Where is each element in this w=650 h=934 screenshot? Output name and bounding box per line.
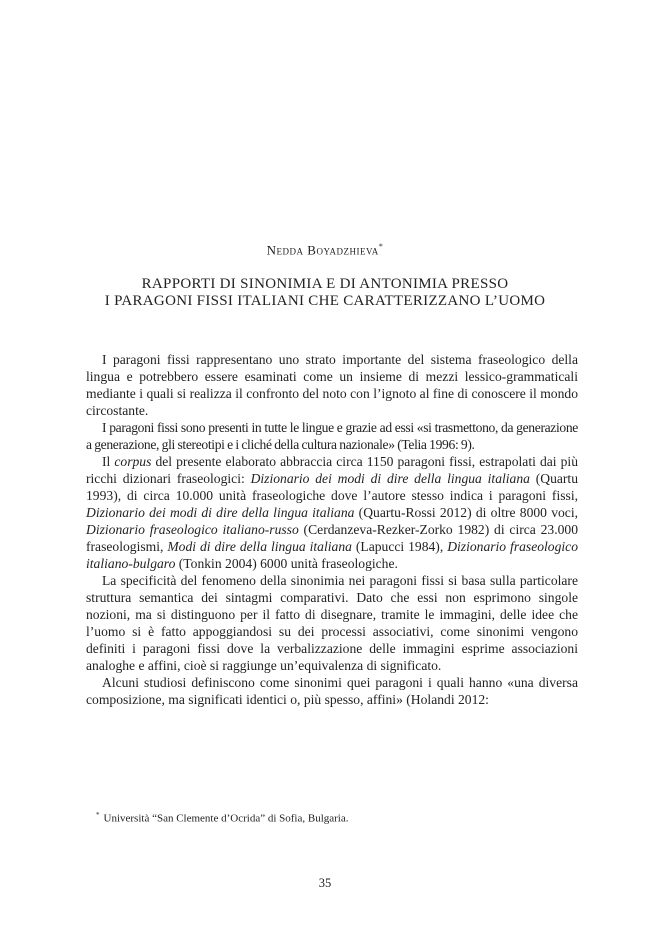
- footnote-text: Università “San Clemente d’Ocrida” di Sofia, Bulgaria.: [103, 812, 349, 825]
- dictionary-title: Dizionario fraseologico italiano-bulgaro: [86, 539, 579, 571]
- page-number: 35: [318, 876, 332, 890]
- article-title: [70, 276, 580, 310]
- dictionary-title: Modi di dire della lingua italiana: [167, 539, 352, 554]
- author-name: Nedda Boyadzhieva*: [266, 242, 384, 258]
- body-text: [86, 351, 578, 708]
- author-footnote-marker: *: [378, 242, 384, 251]
- paragraph-3: Il corpus del presente elaborato abbraccia circa 1150 paragoni fissi, estrapolati dai più ricchi dizionari fraseologici: Dizionario dei modi di dire della lingua italiana (Quartu 1993), di circa 10.000 unità fraseologiche dove l’autore stesso indica i paragoni fissi, Dizionario dei modi di dire della lingua italiana (Quartu-Rossi 2012) di oltre 8000 voci, Dizionario fraseologico italiano-russo (Cerdanzeva-Rezker-Zorko 1982) di circa 23.000 fraseologismi, Modi di dire della lingua italiana (Lapucci 1984), Dizionario fraseologico italiano-bulgaro (Tonkin 2004) 6000 unità fraseologiche.: [86, 454, 579, 571]
- dictionary-title: Dizionario dei modi di dire della lingua italiana: [86, 505, 355, 520]
- italic-term: corpus: [114, 454, 152, 469]
- paragraph-1: I paragoni fissi rappresentano uno strato importante del sistema fraseologico della lingua e potrebbero essere esaminati come un insieme di mezzi lessico-grammaticali mediante i quali si realizza il confronto del noto con l’ignoto al fine di conoscere il mondo circostante.: [86, 352, 578, 418]
- dictionary-title: Dizionario fraseologico italiano-russo: [86, 522, 299, 537]
- footnote-marker: *: [96, 811, 100, 819]
- footnote: [96, 808, 576, 826]
- paragraph-2: I paragoni fissi sono presenti in tutte le lingue e grazie ad essi «si trasmettono, da generazione a generazione, gli stereotipi e i cliché della cultura nazionale» (Telia 1996: 9).: [86, 420, 578, 452]
- article-title-line-2: I PARAGONI FISSI ITALIANI CHE CARATTERIZZANO L’UOMO: [104, 293, 546, 309]
- paragraph-4: La specificità del fenomeno della sinonimia nei paragoni fissi si basa sulla particolare struttura semantica dei sintagmi comparativi. Dato che essi non esprimono singole nozioni, ma si distinguono per il fatto di disegnare, tramite le immagini, delle idee che l’uomo si è fatto appoggiandosi su dei processi associativi, come sinonimi vengono definiti i paragoni fissi dove la verbalizzazione delle immagini esprime associazioni analoghe e affini, cioè si raggiunge un’equivalenza di significato.: [86, 573, 578, 673]
- dictionary-title: Dizionario dei modi di dire della lingua italiana: [250, 471, 530, 486]
- article-title-line-1: RAPPORTI DI SINONIMIA E DI ANTONIMIA PRESSO: [141, 276, 509, 292]
- paragraph-5: Alcuni studiosi definiscono come sinonimi quei paragoni i quali hanno «una diversa composizione, ma significati identici o, più spesso, affini» (Holandi 2012:: [86, 675, 578, 707]
